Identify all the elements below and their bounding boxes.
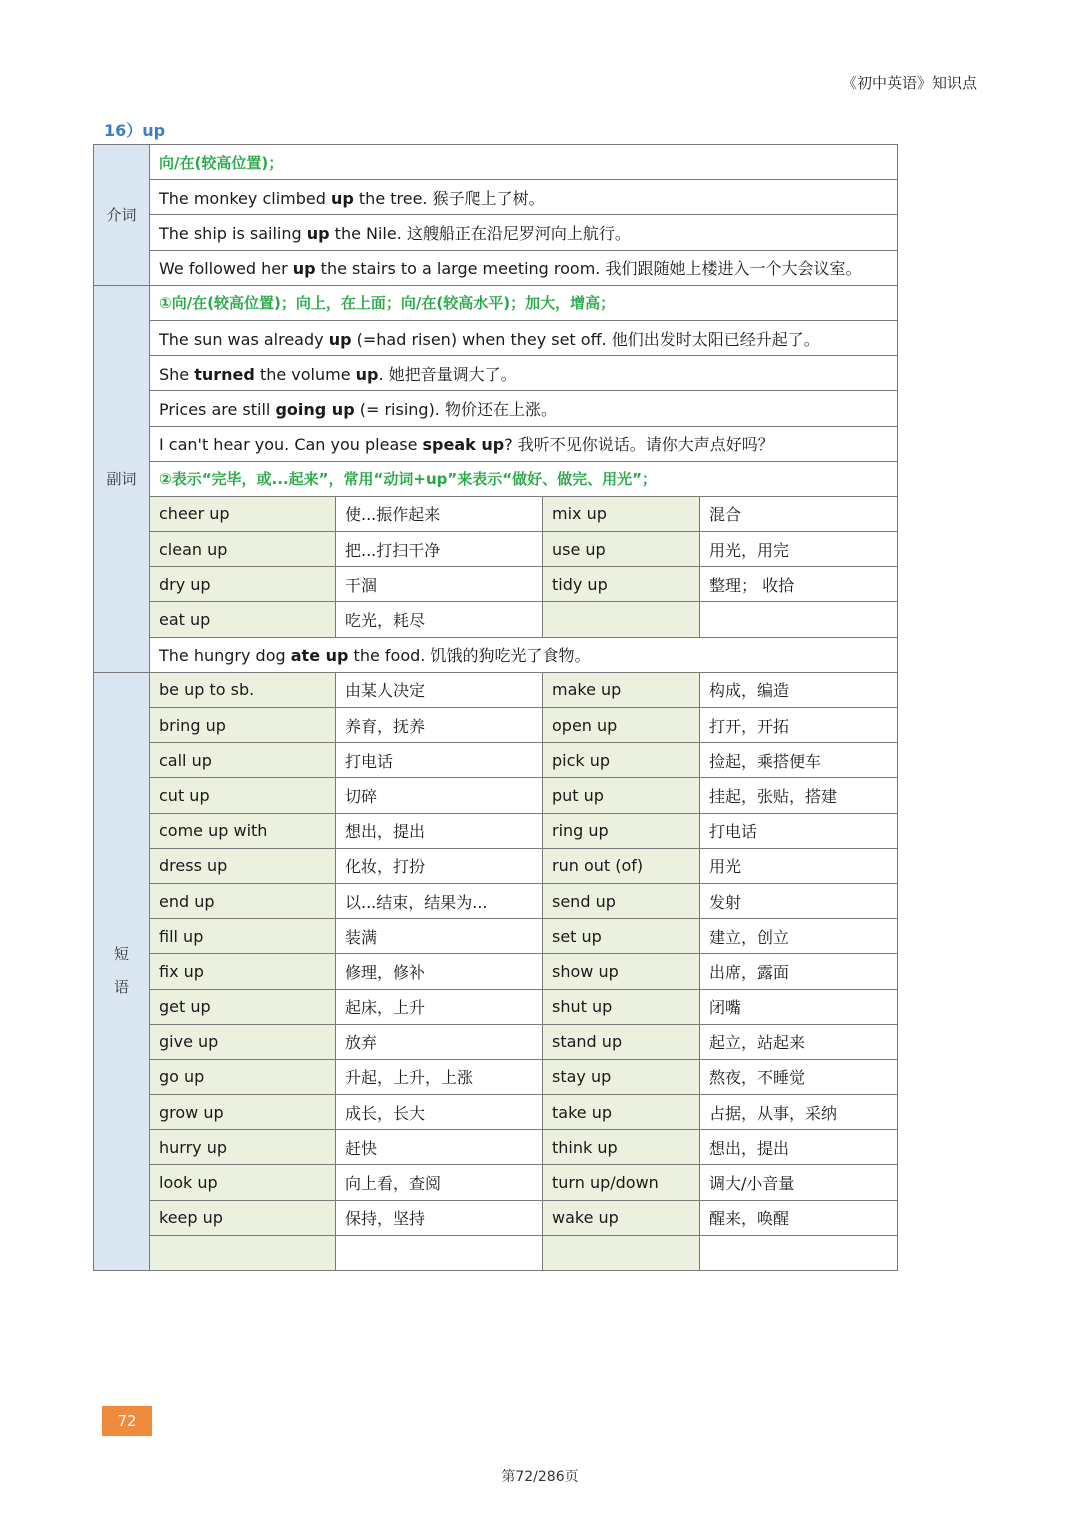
phrase-meaning: 吃光，耗尽 — [336, 602, 543, 637]
phrase-row — [94, 1024, 898, 1059]
phrase-row — [94, 1200, 898, 1235]
phrase-meaning: 化妆，打扮 — [336, 848, 543, 883]
phrase-meaning: 打电话 — [700, 813, 898, 848]
category-adverb: 副词 — [94, 285, 150, 672]
phrase-meaning: 由某人决定 — [336, 672, 543, 707]
phrase: stay up — [543, 1059, 700, 1094]
example-sentence: The ship is sailing up the Nile. 这艘船正在沿尼罗河向上航行。 — [150, 215, 898, 250]
phrase-meaning: 保持，坚持 — [336, 1200, 543, 1235]
phrase-meaning: 捡起，乘搭便车 — [700, 743, 898, 778]
example-sentence: I can't hear you. Can you please speak up? 我听不见你说话。请你大声点好吗？ — [150, 426, 898, 461]
phrase: fix up — [150, 954, 336, 989]
empty-cell — [336, 1235, 543, 1270]
phrase-meaning: 出席，露面 — [700, 954, 898, 989]
phrase-meaning: 赶快 — [336, 1130, 543, 1165]
phrase: grow up — [150, 1095, 336, 1130]
phrase-meaning: 干涸 — [336, 567, 543, 602]
phrase-meaning: 调大/小音量 — [700, 1165, 898, 1200]
phrase: call up — [150, 743, 336, 778]
phrase-meaning: 养育，抚养 — [336, 708, 543, 743]
phrase: show up — [543, 954, 700, 989]
phrase-row — [94, 532, 898, 567]
category-phrases — [94, 672, 150, 1270]
phrase: open up — [543, 708, 700, 743]
phrase: dress up — [150, 848, 336, 883]
phrase: think up — [543, 1130, 700, 1165]
phrase-row — [94, 883, 898, 918]
section-title: 16）up — [104, 121, 166, 140]
phrase-meaning: 放弃 — [336, 1024, 543, 1059]
phrase: go up — [150, 1059, 336, 1094]
phrase-row — [94, 1095, 898, 1130]
preposition-heading: 向/在(较高位置)； — [150, 145, 898, 180]
phrase: send up — [543, 883, 700, 918]
phrase-meaning: 修理，修补 — [336, 954, 543, 989]
phrase-meaning: 升起，上升，上涨 — [336, 1059, 543, 1094]
phrase-row — [94, 496, 898, 531]
example-sentence: The sun was already up (=had risen) when they set off. 他们出发时太阳已经升起了。 — [150, 320, 898, 355]
category-phrases-char-2: 语 — [113, 978, 129, 997]
phrase-meaning: 混合 — [700, 496, 898, 531]
phrase-meaning: 熬夜，不睡觉 — [700, 1059, 898, 1094]
phrase: eat up — [150, 602, 336, 637]
page-number-badge: 72 — [102, 1406, 152, 1436]
phrase-row — [94, 954, 898, 989]
phrase: give up — [150, 1024, 336, 1059]
example-sentence: Prices are still going up (= rising). 物价还在上涨。 — [150, 391, 898, 426]
phrase: hurry up — [150, 1130, 336, 1165]
phrase: ring up — [543, 813, 700, 848]
phrase-meaning: 想出，提出 — [700, 1130, 898, 1165]
phrase-meaning: 想出，提出 — [336, 813, 543, 848]
phrase-meaning: 向上看，查阅 — [336, 1165, 543, 1200]
phrase-meaning: 打电话 — [336, 743, 543, 778]
empty-cell — [543, 1235, 700, 1270]
category-preposition: 介词 — [94, 145, 150, 286]
phrase: wake up — [543, 1200, 700, 1235]
phrase: cheer up — [150, 496, 336, 531]
phrase: bring up — [150, 708, 336, 743]
phrase-meaning: 整理； 收拾 — [700, 567, 898, 602]
phrase-meaning: 占据，从事，采纳 — [700, 1095, 898, 1130]
phrase-meaning — [700, 602, 898, 637]
phrase: make up — [543, 672, 700, 707]
phrase-row — [94, 1130, 898, 1165]
phrase: look up — [150, 1165, 336, 1200]
phrase-row — [94, 989, 898, 1024]
phrase: shut up — [543, 989, 700, 1024]
phrase: get up — [150, 989, 336, 1024]
adverb-heading-1: ①向/在(较高位置)；向上，在上面；向/在(较高水平)；加大，增高； — [150, 285, 898, 320]
phrase-row — [94, 567, 898, 602]
document-header-title: 《初中英语》知识点 — [841, 74, 977, 92]
example-sentence: We followed her up the stairs to a large meeting room. 我们跟随她上楼进入一个大会议室。 — [150, 250, 898, 285]
phrase: be up to sb. — [150, 672, 336, 707]
phrase: come up with — [150, 813, 336, 848]
up-usage-table — [93, 144, 898, 1271]
phrase: end up — [150, 883, 336, 918]
phrase: fill up — [150, 919, 336, 954]
phrase — [543, 602, 700, 637]
adverb-heading-2: ②表示“完毕，或...起来”，常用“动词+up”来表示“做好、做完、用光”； — [150, 461, 898, 496]
phrase-row — [94, 708, 898, 743]
phrase: clean up — [150, 532, 336, 567]
phrase-meaning: 构成，编造 — [700, 672, 898, 707]
phrases-section — [94, 672, 898, 1270]
phrase-meaning: 以...结束，结果为... — [336, 883, 543, 918]
empty-row — [94, 1235, 898, 1270]
phrase: pick up — [543, 743, 700, 778]
example-sentence: She turned the volume up. 她把音量调大了。 — [150, 356, 898, 391]
phrase-meaning: 起立，站起来 — [700, 1024, 898, 1059]
phrase-meaning: 建立，创立 — [700, 919, 898, 954]
preposition-section — [94, 145, 898, 286]
adverb-section — [94, 285, 898, 672]
phrase: turn up/down — [543, 1165, 700, 1200]
phrase-meaning: 成长，长大 — [336, 1095, 543, 1130]
phrase-meaning: 使...振作起来 — [336, 496, 543, 531]
phrase-meaning: 起床，上升 — [336, 989, 543, 1024]
phrase-row — [94, 1059, 898, 1094]
empty-cell — [150, 1235, 336, 1270]
page-counter: 第72/286页 — [501, 1469, 579, 1485]
phrase-row — [94, 848, 898, 883]
phrase-row — [94, 602, 898, 637]
phrase: cut up — [150, 778, 336, 813]
phrase-meaning: 挂起，张贴，搭建 — [700, 778, 898, 813]
example-sentence: The monkey climbed up the tree. 猴子爬上了树。 — [150, 180, 898, 215]
phrase-row — [94, 743, 898, 778]
phrase: take up — [543, 1095, 700, 1130]
phrase: dry up — [150, 567, 336, 602]
phrase-meaning: 把...打扫干净 — [336, 532, 543, 567]
phrase-meaning: 发射 — [700, 883, 898, 918]
phrase: mix up — [543, 496, 700, 531]
phrase-meaning: 打开，开拓 — [700, 708, 898, 743]
phrase: tidy up — [543, 567, 700, 602]
phrase-row — [94, 813, 898, 848]
phrase-row — [94, 919, 898, 954]
phrase-meaning: 用光 — [700, 848, 898, 883]
phrase-meaning: 装满 — [336, 919, 543, 954]
example-sentence: The hungry dog ate up the food. 饥饿的狗吃光了食物。 — [150, 637, 898, 672]
category-phrases-char-1: 短 — [113, 945, 129, 964]
phrase-row — [94, 778, 898, 813]
phrase: stand up — [543, 1024, 700, 1059]
phrase: keep up — [150, 1200, 336, 1235]
phrase-row — [94, 1165, 898, 1200]
phrase: put up — [543, 778, 700, 813]
phrase-meaning: 切碎 — [336, 778, 543, 813]
phrase-meaning: 醒来，唤醒 — [700, 1200, 898, 1235]
empty-cell — [700, 1235, 898, 1270]
phrase: run out (of) — [543, 848, 700, 883]
phrase: use up — [543, 532, 700, 567]
phrase-meaning: 闭嘴 — [700, 989, 898, 1024]
phrase-meaning: 用光，用完 — [700, 532, 898, 567]
phrase: set up — [543, 919, 700, 954]
